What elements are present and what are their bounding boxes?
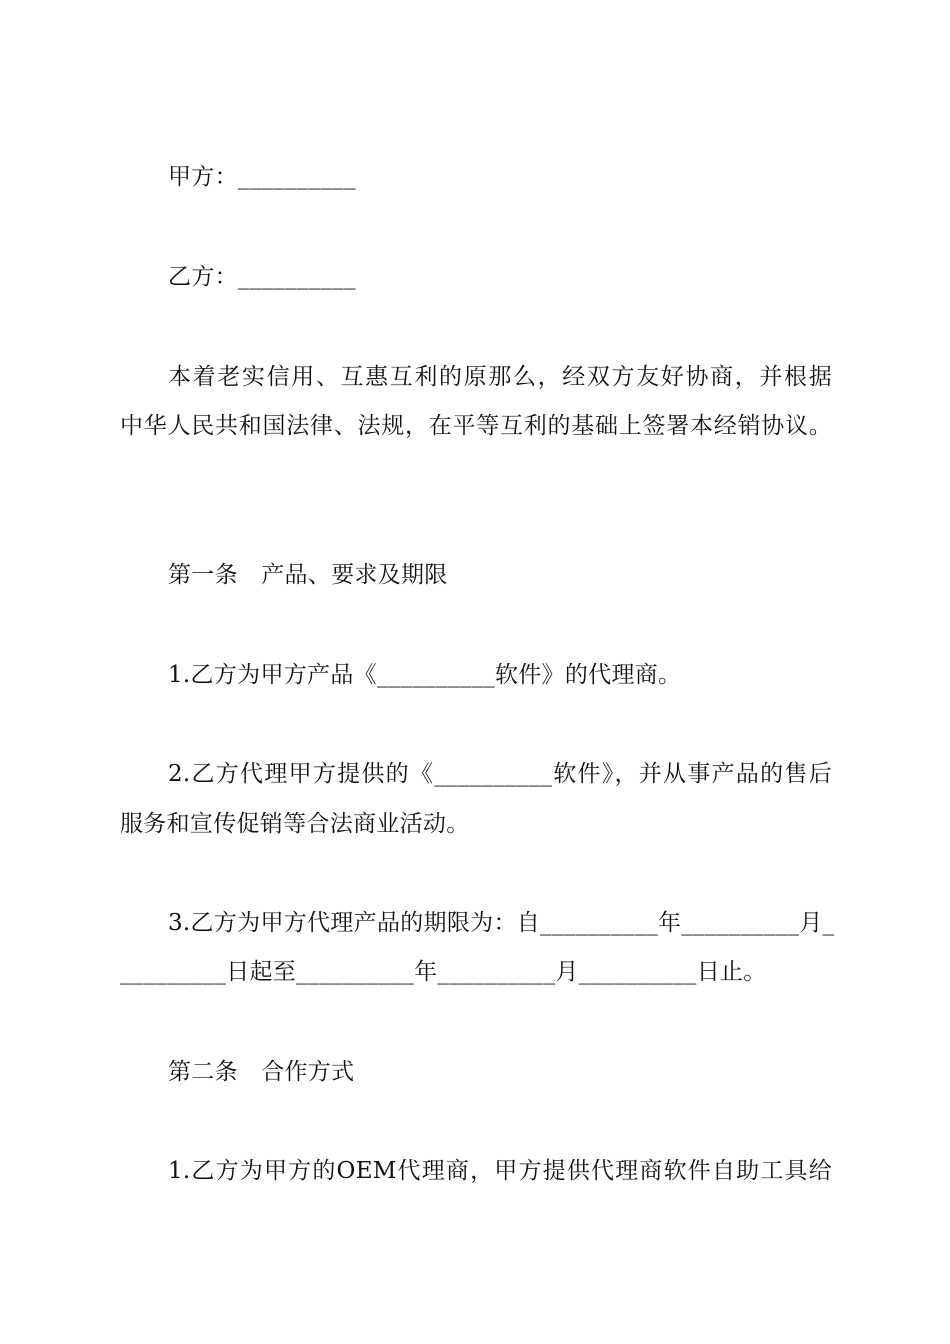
article-1-item-3-line-1: 3.乙方为甲方代理产品的期限为：自__________年__________月_ [168, 910, 835, 936]
party-a-line: 甲方：__________ [168, 164, 356, 190]
article-1-item-1: 1.乙方为甲方产品《__________软件》的代理商。 [168, 662, 682, 688]
intro-paragraph-line-1: 本着老实信用、互惠互利的原那么，经双方友好协商，并根据 [168, 364, 832, 390]
article-1-item-2-line-2: 服务和宣传促销等合法商业活动。 [120, 811, 470, 837]
article-1-item-2-line-1: 2.乙方代理甲方提供的《__________软件》，并从事产品的售后 [168, 761, 832, 787]
intro-paragraph-line-2: 中华人民共和国法律、法规，在平等互利的基础上签署本经销协议。 [120, 413, 832, 439]
article-2-title: 第二条 合作方式 [168, 1059, 355, 1085]
article-2-item-1-line-1: 1.乙方为甲方的OEM代理商，甲方提供代理商软件自助工具给 [168, 1158, 832, 1184]
article-1-item-3-line-2: _________日起至__________年__________月__________日止。 [120, 959, 767, 985]
party-b-line: 乙方：__________ [168, 264, 356, 290]
article-1-title: 第一条 产品、要求及期限 [168, 562, 448, 588]
